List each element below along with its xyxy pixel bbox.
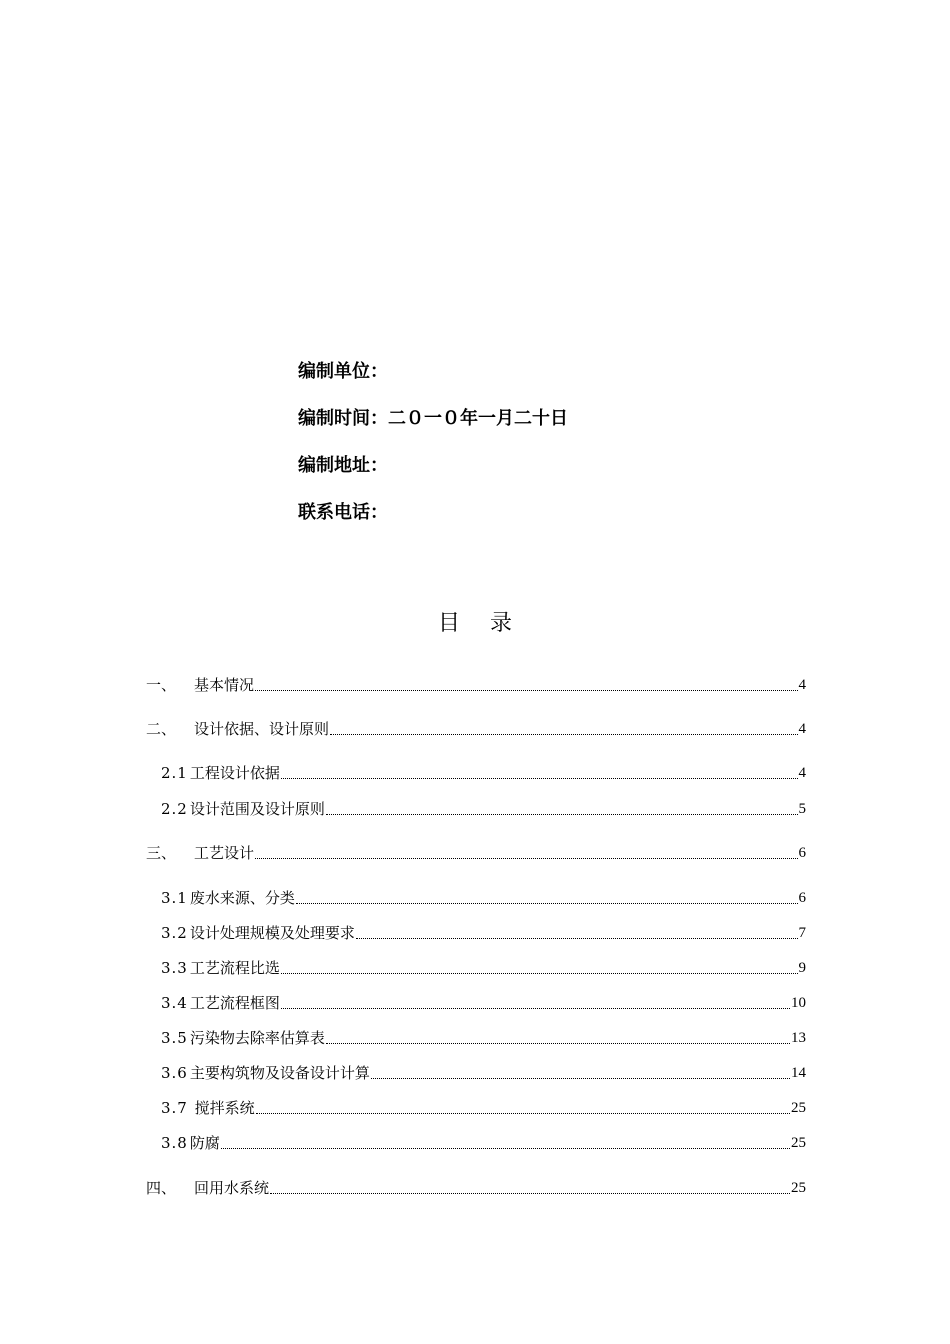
- toc-entry[interactable]: [146, 991, 806, 1013]
- toc-entry-page: 5: [798, 801, 806, 817]
- toc-entry[interactable]: [146, 921, 806, 943]
- toc-entry-title: 工艺流程框图: [189, 994, 280, 1012]
- toc-entry[interactable]: [146, 1176, 806, 1198]
- toc-entry-number: 3.3: [161, 959, 188, 977]
- toc-entry-page: 25: [791, 1100, 806, 1116]
- toc-dot-leader: [256, 1113, 790, 1114]
- toc-entry-number: 3.5: [161, 1029, 188, 1047]
- toc-entry-title: 防腐: [189, 1134, 220, 1152]
- toc-dot-leader: [326, 814, 798, 815]
- toc-dot-leader: [221, 1148, 790, 1149]
- toc-entry-title: 污染物去除率估算表: [189, 1029, 325, 1047]
- toc-dot-leader: [326, 1043, 790, 1044]
- toc-entry-page: 25: [791, 1180, 806, 1196]
- toc-entry[interactable]: [146, 841, 806, 863]
- toc-title: 目录: [437, 611, 542, 636]
- toc-entry-page: 9: [798, 960, 806, 976]
- toc-entry-number: 四、: [146, 1179, 177, 1197]
- contact-phone-label: 联系电话：: [298, 502, 388, 523]
- compiling-address-label: 编制地址：: [298, 455, 388, 476]
- toc-dot-leader: [281, 778, 798, 779]
- toc-entry-page: 10: [791, 995, 806, 1011]
- toc-entry[interactable]: [146, 717, 806, 739]
- toc-entry-number: 二、: [146, 720, 177, 738]
- toc-entry[interactable]: [146, 673, 806, 695]
- toc-entry-title: 设计依据、设计原则: [194, 720, 330, 738]
- toc-entry-page: 6: [798, 890, 806, 906]
- toc-entry-number: 3.6: [161, 1064, 188, 1082]
- toc-entry-number: 3.2: [161, 924, 188, 942]
- toc-entry-page: 7: [798, 925, 806, 941]
- toc-entry-number: 2.2: [161, 800, 188, 818]
- toc-dot-leader: [255, 690, 797, 691]
- toc-entry-title: 工艺设计: [194, 844, 255, 862]
- toc-entry[interactable]: [146, 797, 806, 819]
- toc-entry-number: 3.7: [161, 1099, 188, 1117]
- toc-entry[interactable]: [146, 1026, 806, 1048]
- toc-entry[interactable]: [146, 956, 806, 978]
- toc-entry-title: 设计处理规模及处理要求: [189, 924, 355, 942]
- toc-entry-page: 4: [798, 721, 806, 737]
- toc-entry-page: 25: [791, 1135, 806, 1151]
- toc-entry-page: 13: [791, 1030, 806, 1046]
- toc-entry-number: 2.1: [161, 764, 188, 782]
- toc-entry-page: 14: [791, 1065, 806, 1081]
- toc-entry-title: 废水来源、分类: [189, 889, 295, 907]
- toc-entry-number: 3.1: [161, 889, 188, 907]
- toc-entry-page: 6: [798, 845, 806, 861]
- compiling-unit-label: 编制单位：: [298, 361, 388, 382]
- toc-dot-leader: [356, 938, 798, 939]
- toc-dot-leader: [270, 1193, 790, 1194]
- toc-entry[interactable]: [146, 1131, 806, 1153]
- toc-entry-page: 4: [798, 765, 806, 781]
- toc-dot-leader: [296, 903, 798, 904]
- compiling-date-label: 编制时间：: [298, 408, 388, 429]
- toc-entry-number: 三、: [146, 844, 177, 862]
- toc-entry[interactable]: [146, 886, 806, 908]
- toc-entry[interactable]: [146, 761, 806, 783]
- toc-entry-number: 3.4: [161, 994, 188, 1012]
- toc-entry-page: 4: [798, 677, 806, 693]
- toc-dot-leader: [281, 973, 798, 974]
- toc-entry-title: 设计范围及设计原则: [189, 800, 325, 818]
- toc-entry[interactable]: [146, 1096, 806, 1118]
- toc-entry-title: 回用水系统: [194, 1179, 270, 1197]
- toc-entry-number: 一、: [146, 676, 177, 694]
- toc-dot-leader: [330, 734, 797, 735]
- toc-entry[interactable]: [146, 1061, 806, 1083]
- toc-dot-leader: [371, 1078, 790, 1079]
- toc-entry-title: 基本情况: [194, 676, 255, 694]
- toc-entry-number: 3.8: [161, 1134, 188, 1152]
- table-of-contents: [146, 0, 806, 1344]
- toc-entry-title: 主要构筑物及设备设计计算: [189, 1064, 370, 1082]
- toc-dot-leader: [255, 858, 797, 859]
- toc-entry-title: 工艺流程比选: [189, 959, 280, 977]
- toc-dot-leader: [281, 1008, 790, 1009]
- toc-entry-title: 工程设计依据: [189, 764, 280, 782]
- compiling-date-value: 二０一０年一月二十日: [388, 408, 568, 429]
- toc-entry-title: 搅拌系统: [189, 1099, 255, 1117]
